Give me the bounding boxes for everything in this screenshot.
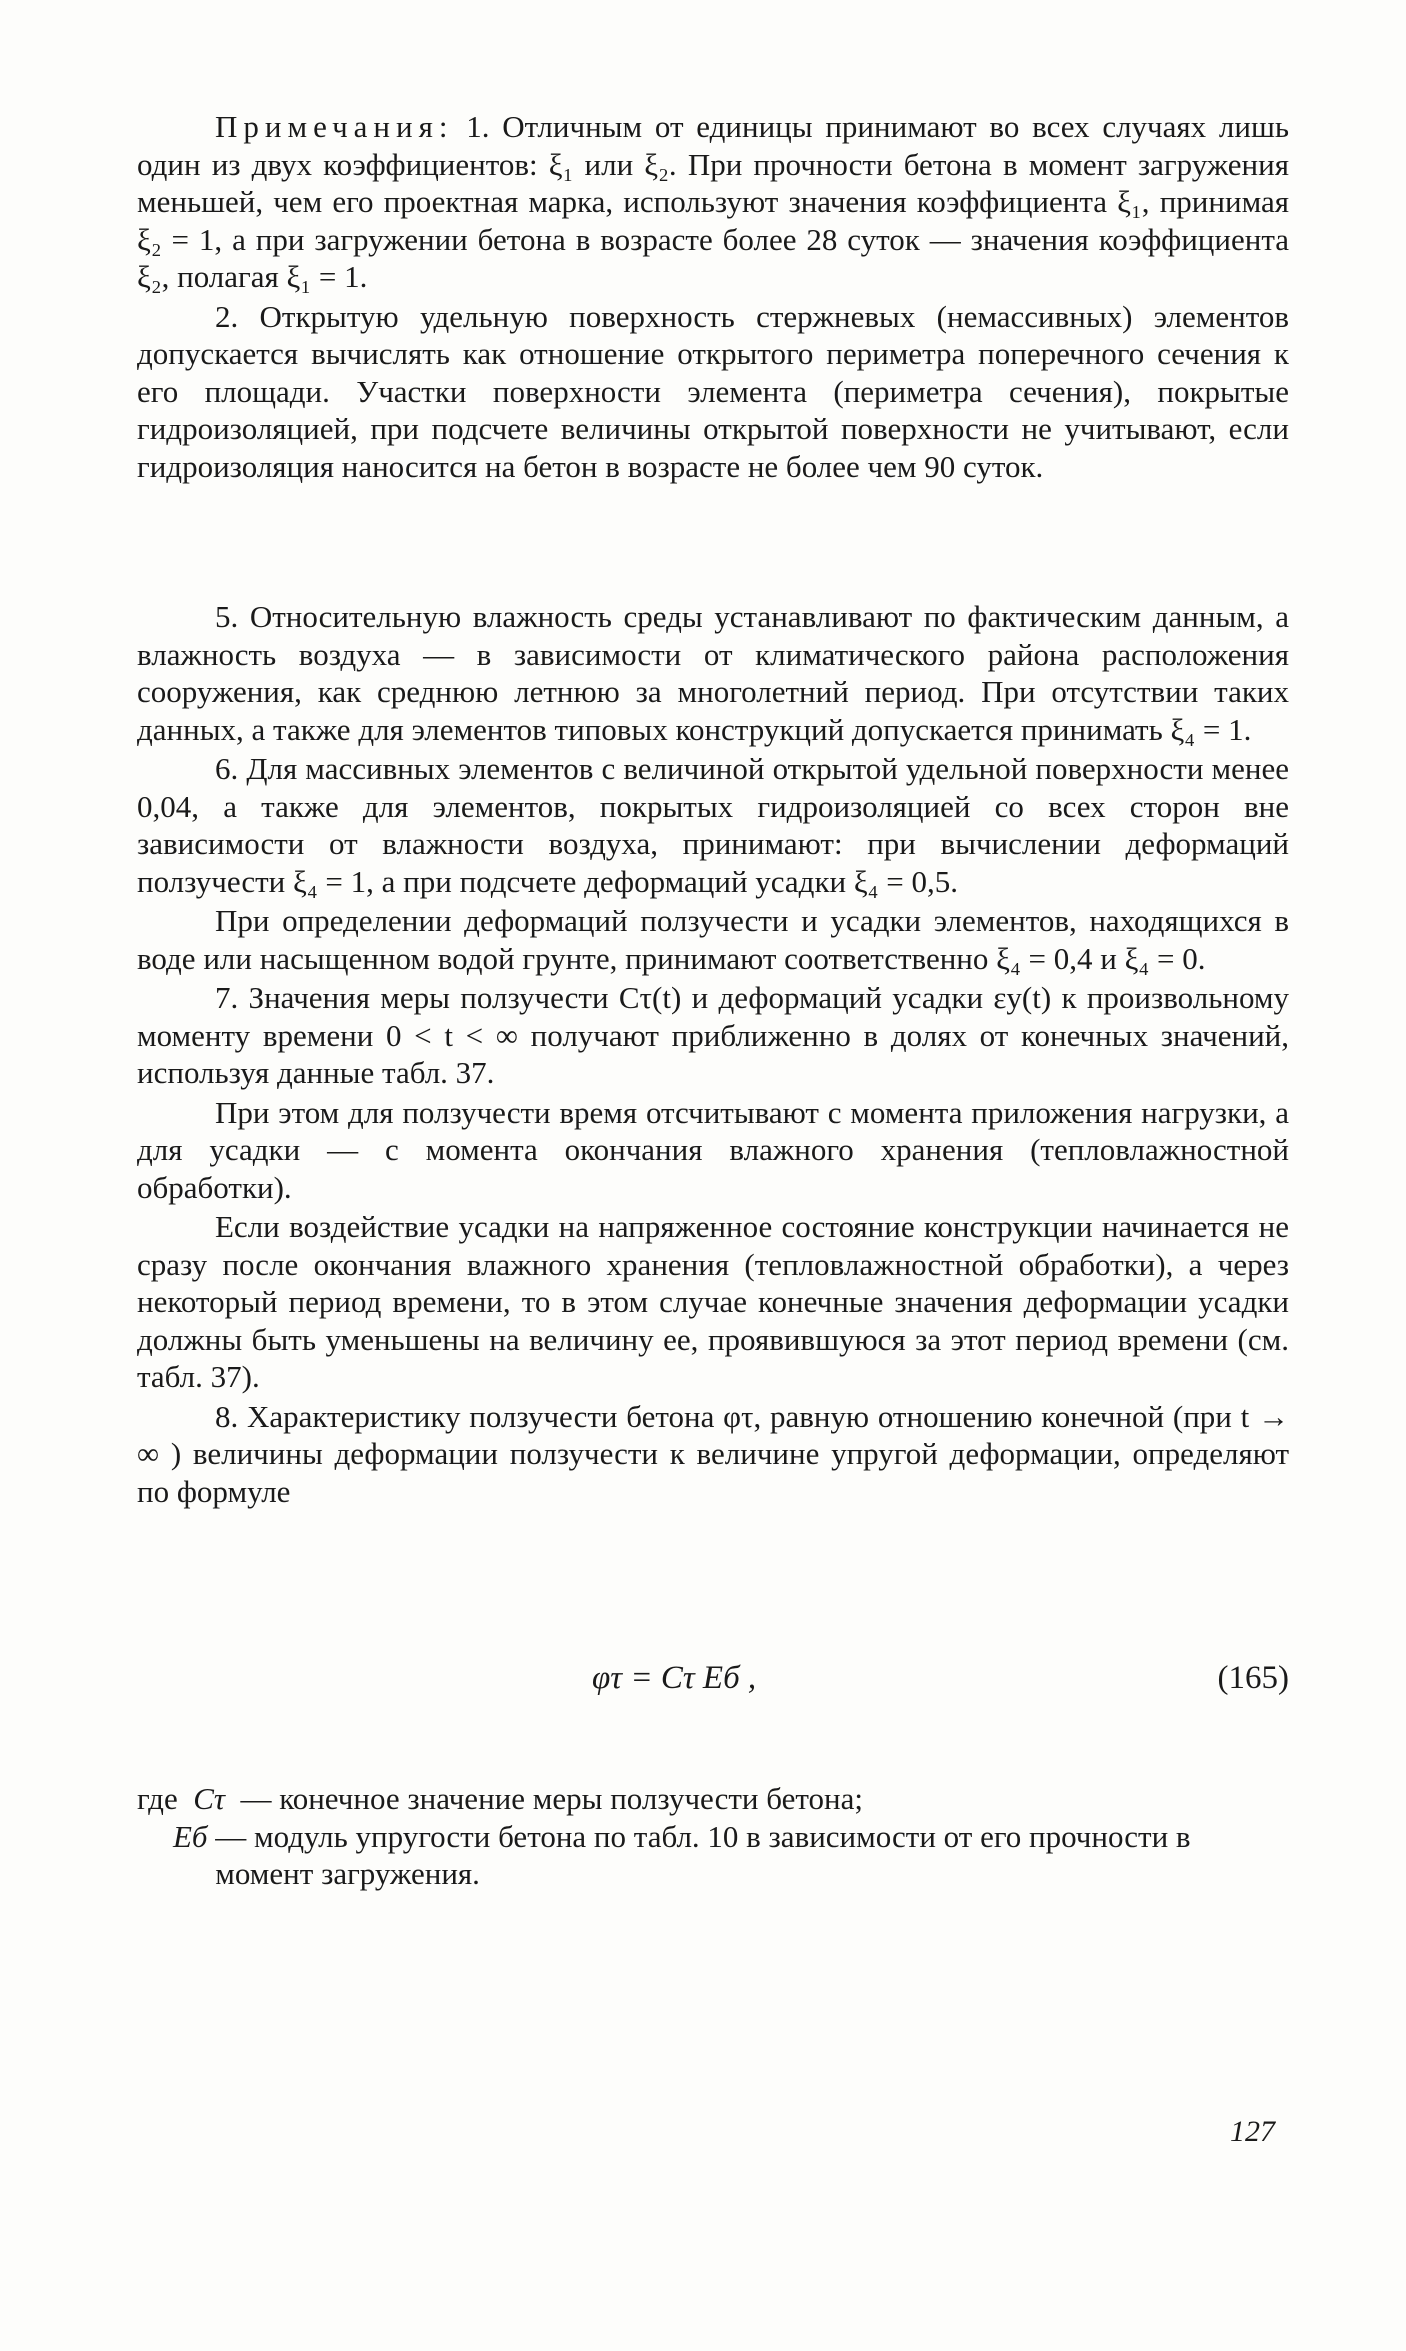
paragraph-7-shrinkage: Если воздействие усадки на напряженное состояние конструкции начинается не сразу после окончания влажного хранения (тепловлажностной обработки), а через некоторый период времени, то в этом случае конечные значения деформации усадки должны быть уменьшены на величину ее, проявившуюся за этот период времени (см. табл. 37). bbox=[137, 1209, 1289, 1394]
paragraph-7: 7. Значения меры ползучести Cτ(t) и деформаций усадки εу(t) к произвольному моменту времени 0 < t < ∞ получают приближенно в долях от конечных значений, используя данные табл. 37. bbox=[137, 980, 1289, 1090]
definition-item bbox=[137, 1780, 1289, 1818]
page-number: 127 bbox=[1230, 2115, 1275, 2148]
paragraph-6-water: При определении деформаций ползучести и усадки элементов, находящихся в воде или насыщенном водой грунте, принимают соответственно ξ₄ = 0,4 и ξ₄ = 0. bbox=[137, 903, 1289, 976]
definition-prefix: где bbox=[137, 1781, 178, 1816]
note-2: 2. Открытую удельную поверхность стержневых (немассивных) элементов допускается вычислять как отношение открытого периметра поперечного сечения к его площади. Участки поверхности элемента (периметра сечения), покрытые гидроизоляцией, при подсчете величины открытой поверхности не учитывают, если гидроизоляция наносится на бетон в возрасте не более чем 90 суток. bbox=[137, 298, 1289, 484]
formula-expression: φτ = Cτ Eб , bbox=[592, 1660, 757, 1696]
definitions-list bbox=[137, 1780, 1289, 1893]
notes-section bbox=[137, 108, 1289, 487]
note-1 bbox=[137, 108, 1289, 296]
paragraph-8: 8. Характеристику ползучести бетона φτ, равную отношению конечной (при t → ∞ ) величины деформации ползучести к величине упругой деформации, определяют по формуле bbox=[137, 1398, 1289, 1509]
paragraph-6: 6. Для массивных элементов с величиной открытой удельной поверхности менее 0,04, а также для элементов, покрытых гидроизоляцией со всех сторон вне зависимости от влажности воздуха, принимают: при вычислении деформаций ползучести ξ₄ = 1, а при подсчете деформаций усадки ξ₄ = 0,5. bbox=[137, 751, 1289, 899]
definition-item bbox=[137, 1818, 1289, 1893]
definition-term: Cτ bbox=[193, 1781, 225, 1816]
notes-label: Примечания: bbox=[215, 109, 454, 144]
formula-number: (165) bbox=[1217, 1660, 1289, 1696]
note-1-text: 1. Отличным от единицы принимают во всех случаях лишь один из двух коэффициентов: ξ₁ или ξ₂. При прочности бетона в момент загружения меньшей, чем его проектная марка, используют значения коэффициента ξ₁, принимая ξ₂ = 1, а при загружении бетона в возрасте более 28 суток — значения коэффициента ξ₂, полагая ξ₁ = 1. bbox=[137, 109, 1289, 294]
definition-text: — модуль упругости бетона по табл. 10 в зависимости от его прочности в момент загружения. bbox=[215, 1818, 1191, 1891]
main-text bbox=[137, 598, 1289, 1512]
definition-text: — конечное значение меры ползучести бетона; bbox=[240, 1781, 863, 1816]
paragraph-7-time: При этом для ползучести время отсчитывают с момента приложения нагрузки, а для усадки — с момента окончания влажного хранения (тепловлажностной обработки). bbox=[137, 1094, 1289, 1205]
definition-term: Eб bbox=[173, 1818, 208, 1854]
paragraph-5: 5. Относительную влажность среды устанавливают по фактическим данным, а влажность воздуха — в зависимости от климатического района расположения сооружения, как среднюю летнюю за многолетний период. При отсутствии таких данных, а также для элементов типовых конструкций допускается принимать ξ₄ = 1. bbox=[137, 599, 1289, 747]
formula-165 bbox=[137, 1660, 1289, 1710]
